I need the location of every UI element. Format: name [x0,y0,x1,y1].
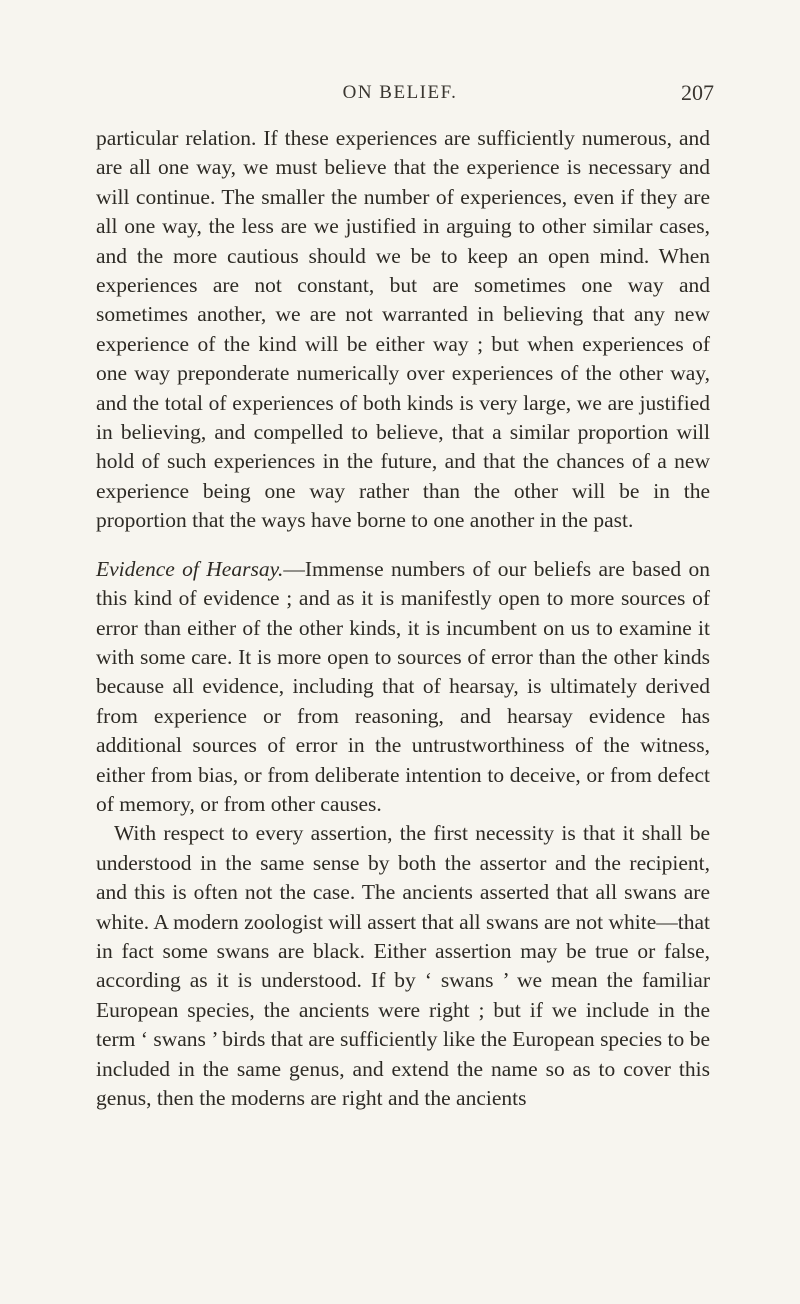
running-title: ON BELIEF. [342,82,458,103]
paragraph-continuation [96,124,710,536]
paragraph-text: —Immense numbers of our beliefs are based on this kind of evidence ; and as it is manifestly open to more sources of error than either of the other kinds, it is incumbent on us to examine it with some care. It is more open to sources of error than the other kinds because all evidence, including that of hearsay, is ultimately derived from experience or from reasoning, and hearsay evidence has additional sources of error in the untrustworthiness of the witness, either from bias, or from deliberate intention to deceive, or from defect of memory, or from other causes. [96,556,710,816]
paragraph-swans [96,819,710,1113]
paragraph-text: With respect to every assertion, the first necessity is that it shall be understood in the same sense by both the assertor and the recipient, and this is often not the case. The ancients asserted that all swans are white. A modern zoologist will assert that all swans are not white—that in fact some swans are black. Either assertion may be true or false, according as it is understood. If by ‘ swans ’ we mean the familiar European species, the ancients were right ; but if we include in the term ‘ swans ’ birds that are sufficiently like the European species to be included in the same genus, and extend the name so as to cover this genus, then the moderns are right and the ancients [96,821,710,1110]
page-number: 207 [681,80,714,105]
paragraph-evidence-of-hearsay [96,555,710,820]
body-text [96,124,710,1113]
section-heading-inline: Evidence of Hearsay. [96,556,284,581]
paragraph-text: particular relation. If these experiences are sufficiently numerous, and are all one way, we must believe that the experience is necessary and will continue. The smaller the number of experiences, even if they are all one way, the less are we justified in arguing to other similar cases, and the more cautious should we be to keep an open mind. When experiences are not constant, but are sometimes one way and sometimes another, we are not warranted in believing that any new experience of the kind will be either way ; but when experiences of one way preponderate numerically over experiences of the other way, and the total of experiences of both kinds is very large, we are justified in believing, and compelled to believe, that a similar proportion will hold of such experiences in the future, and that the chances of a new experience being one way rather than the other will be in the proportion that the ways have borne to one another in the past. [96,126,710,533]
